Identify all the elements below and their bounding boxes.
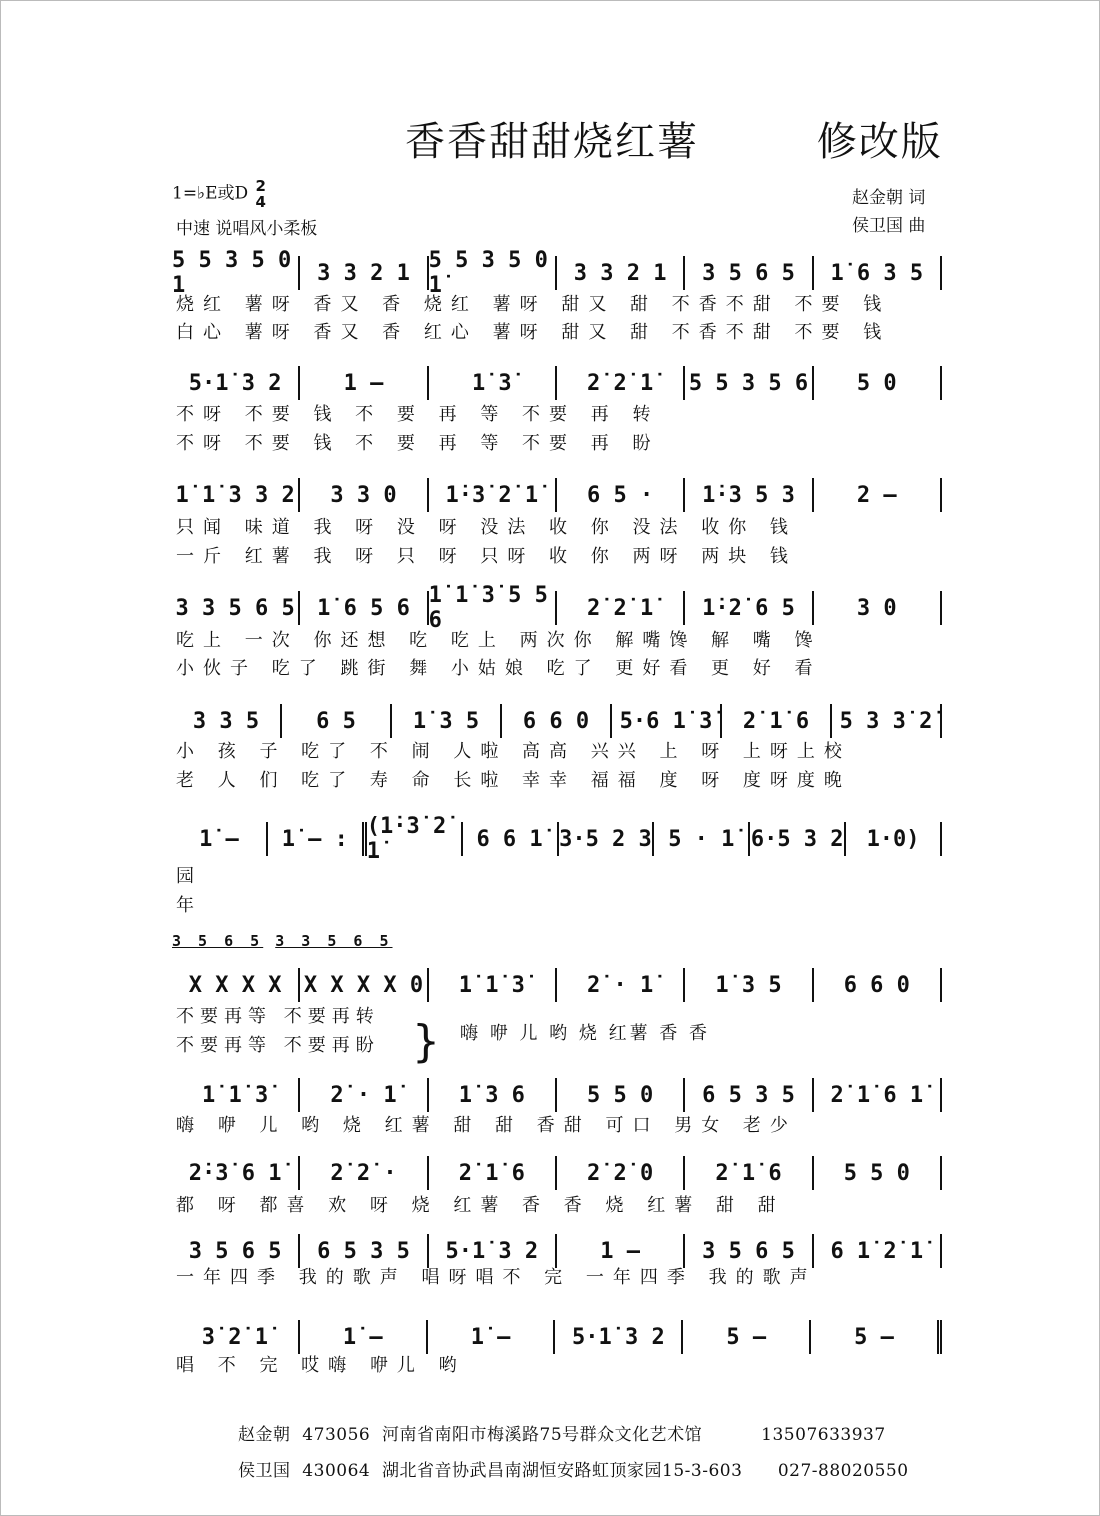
- lyric-line: 都 呀 都喜 欢 呀 烧 红薯 香 香 烧 红薯 甜 甜: [176, 1195, 785, 1216]
- measure: 2̇ 1̇ 6: [685, 1156, 813, 1190]
- measure: 5 5 3 5 6: [685, 366, 813, 400]
- measure: 6·5 3 2: [750, 822, 846, 856]
- song-title: 香香甜甜烧红薯 修改版: [405, 119, 943, 165]
- measure: 6 1̇ 2̇ 1̇: [814, 1234, 942, 1268]
- measure: 1 –: [557, 1234, 685, 1268]
- lyric-line: 吃上 一次 你还想 吃 吃上 两次你 解嘴馋 解 嘴 馋: [176, 630, 822, 651]
- measure: 3·5 2 3: [559, 822, 655, 856]
- measure: 2̇·3̇ 6 1̇: [172, 1156, 300, 1190]
- measure: 2̇ 2̇ 0: [557, 1156, 685, 1190]
- staff-row: [172, 1156, 942, 1190]
- measure: 1̇ –: [172, 822, 268, 856]
- measure: 6 5 3 5: [685, 1078, 813, 1112]
- composer-credit: 侯卫国 曲: [852, 216, 926, 236]
- measure: 5·1̇ 3 2: [555, 1320, 683, 1354]
- measure: X X X X: [172, 968, 300, 1002]
- measure: 2̇ · 1̇: [557, 968, 685, 1002]
- staff-row: [172, 248, 942, 298]
- measure: 6 5 3 5: [300, 1234, 428, 1268]
- staff-row: [172, 583, 942, 633]
- measure: 5 5 0: [814, 1156, 942, 1190]
- measure: 1̇ –: [428, 1320, 556, 1354]
- staff-row: [172, 1320, 942, 1354]
- measure: 5 –: [683, 1320, 811, 1354]
- measure: 2̇ 1̇ 6: [722, 704, 832, 738]
- lyric-line: 不呀 不要 钱 不 要 再 等 不要 再 盼: [176, 433, 660, 454]
- key-signature: [172, 178, 266, 210]
- lyric-line: 小 孩 子 吃了 不 闹 人啦 高高 兴兴 上 呀 上呀上校: [176, 741, 851, 762]
- measure: 2̇ 2̇ 1̇: [557, 366, 685, 400]
- measure: 1̇ 1̇ 3̇ 5 5 6: [429, 591, 557, 625]
- lyric-line: 小伙子 吃了 跳街 舞 小姑娘 吃了 更好看 更 好 看: [176, 658, 822, 679]
- footer-line-composer: 侯卫国 430064 湖北省音协武昌南湖恒安路虹顶家园15-3-603 027-88020550: [238, 1461, 909, 1481]
- time-top: 2: [255, 177, 266, 195]
- measure: 3 3 2 1: [557, 256, 685, 290]
- small-note-group: 3 3 5 6 5: [275, 932, 393, 950]
- staff-row: [172, 968, 942, 1002]
- tempo-marking: 中速 说唱风小柔板: [176, 219, 318, 239]
- lyric-line: 不要再等 不要再转: [176, 1006, 380, 1027]
- measure: 1̇ 6 5 6: [300, 591, 428, 625]
- measure: 5·1̇ 3 2: [172, 366, 300, 400]
- measure: 3 3 2 1: [300, 256, 428, 290]
- measure: (1̇·3̇ 2̇ 1̇: [367, 822, 463, 856]
- measure: 2 –: [814, 478, 942, 512]
- measure: 1 –: [300, 366, 428, 400]
- measure: 5 · 1̇: [654, 822, 750, 856]
- footer-line-lyricist: 赵金朝 473056 河南省南阳市梅溪路75号群众文化艺术馆 13507633937: [238, 1425, 886, 1445]
- chorus-lyric: 嗨 咿 儿 哟 烧 红薯 香 香: [460, 1023, 711, 1044]
- lyric-line: 老 人 们 吃了 寿 命 长啦 幸幸 福福 度 呀 度呀度晚: [176, 770, 851, 791]
- lyric-line: 年: [176, 895, 203, 916]
- staff-row: [172, 704, 942, 738]
- measure: 1·0): [846, 822, 942, 856]
- measure: 1̇ 1̇ 3 3 2: [172, 478, 300, 512]
- lyric-line: 一斤 红薯 我 呀 只 呀 只呀 收 你 两呀 两块 钱: [176, 546, 797, 567]
- measure: 1̇ 3̇: [429, 366, 557, 400]
- measure: 3 0: [814, 591, 942, 625]
- measure: 3 5 6 5: [172, 1234, 300, 1268]
- lyric-line: 嗨 咿 儿 哟 烧 红薯 甜 甜 香甜 可口 男女 老少: [176, 1115, 797, 1136]
- measure: 2̇ · 1̇: [300, 1078, 428, 1112]
- staff-row: [172, 478, 942, 512]
- measure: 6 6 0: [502, 704, 612, 738]
- lyric-line: 一年四季 我的歌声 唱呀唱不 完 一年四季 我的歌声: [176, 1267, 817, 1288]
- lyric-line: 不呀 不要 钱 不 要 再 等 不要 再 转: [176, 404, 660, 425]
- lyric-line: 只闻 味道 我 呀 没 呀 没法 收 你 没法 收你 钱: [176, 517, 797, 538]
- measure: 3̇ 2̇ 1̇: [172, 1320, 300, 1354]
- measure: 5 –: [811, 1320, 942, 1354]
- measure: 1̇ 1̇ 3̇: [172, 1078, 300, 1112]
- small-notes: [172, 932, 405, 950]
- measure: 5·1̇ 3 2: [429, 1234, 557, 1268]
- measure: 2̇ 1̇ 6: [429, 1156, 557, 1190]
- measure: 1̇·3 5 3: [685, 478, 813, 512]
- measure: 2̇ 1̇ 6 1̇: [814, 1078, 942, 1112]
- small-note-group: 3 5 6 5: [172, 932, 264, 950]
- measure: 1̇ – :: [268, 822, 367, 856]
- measure: 2̇ 2̇ ·: [300, 1156, 428, 1190]
- measure: 3 3 5: [172, 704, 282, 738]
- staff-row: [172, 1078, 942, 1112]
- measure: 6 5 ·: [557, 478, 685, 512]
- staff-row: [172, 814, 942, 864]
- lyric-line: 烧红 薯呀 香又 香 烧红 薯呀 甜又 甜 不香不甜 不要 钱: [176, 294, 891, 315]
- measure: 5 3 3̇ 2̇: [832, 704, 942, 738]
- lyric-line: 园: [176, 866, 203, 887]
- measure: 5 0: [814, 366, 942, 400]
- lyric-line: 白心 薯呀 香又 香 红心 薯呀 甜又 甜 不香不甜 不要 钱: [176, 322, 891, 343]
- staff-row: [172, 366, 942, 400]
- measure: 6 6 0: [814, 968, 942, 1002]
- measure: 1̇ 3 6: [429, 1078, 557, 1112]
- lyric-line: 不要再等 不要再盼: [176, 1035, 380, 1056]
- measure: 1̇ 3 5: [392, 704, 502, 738]
- measure: 1̇·3̇ 2̇ 1̇: [429, 478, 557, 512]
- lyric-line: 唱 不 完 哎嗨 咿儿 哟: [176, 1355, 466, 1376]
- measure: 2̇ 2̇ 1̇: [557, 591, 685, 625]
- measure: 5 5 3 5 0 1̇: [429, 256, 557, 290]
- measure: 1̇·2̇ 6 5: [685, 591, 813, 625]
- measure: 1̇ 1̇ 3̇: [429, 968, 557, 1002]
- measure: 3 3 0: [300, 478, 428, 512]
- measure: 3 3 5 6 5: [172, 591, 300, 625]
- measure: 1̇ 3 5: [685, 968, 813, 1002]
- brace: }: [412, 1016, 440, 1067]
- lyricist-credit: 赵金朝 词: [852, 188, 926, 208]
- measure: 3 5 6 5: [685, 1234, 813, 1268]
- measure: 5 5 0: [557, 1078, 685, 1112]
- measure: 6 6 1̇: [463, 822, 559, 856]
- measure: 5 5 3 5 0 1: [172, 256, 300, 290]
- measure: X X X X 0: [300, 968, 428, 1002]
- measure: 6 5: [282, 704, 392, 738]
- key-label: 1=♭E或D: [172, 183, 249, 204]
- measure: 1̇ –: [300, 1320, 428, 1354]
- measure: 3 5 6 5: [685, 256, 813, 290]
- time-bottom: 4: [255, 193, 266, 211]
- measure: 1̇ 6 3 5: [814, 256, 942, 290]
- time-signature: [256, 178, 266, 210]
- measure: 5·6 1̇ 3̇: [612, 704, 722, 738]
